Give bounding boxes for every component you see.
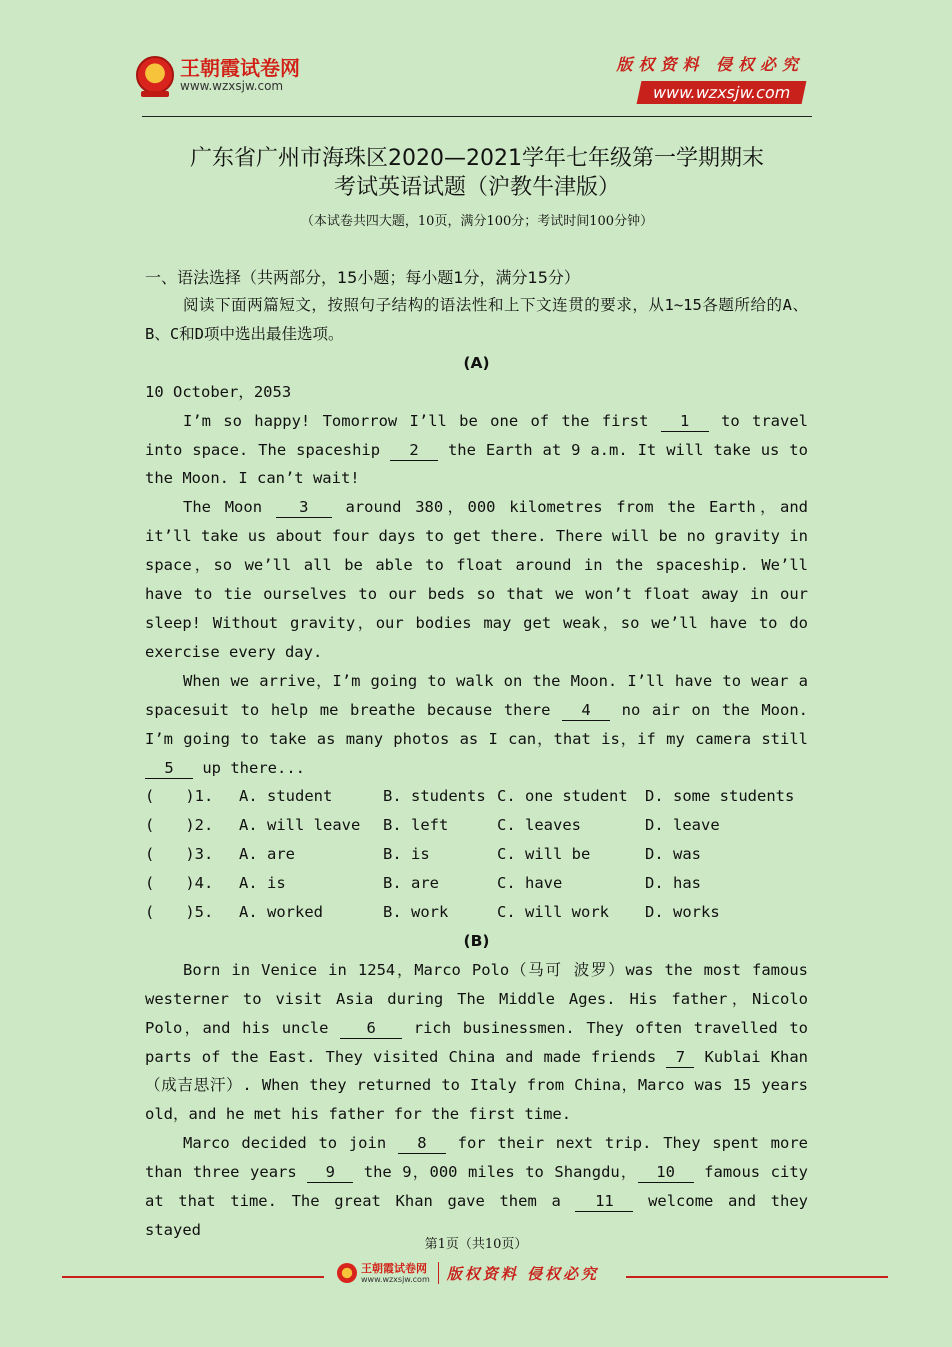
option-c: C. will be (497, 845, 591, 864)
option-a: A. student (239, 787, 333, 806)
question-row (145, 840, 808, 869)
passage-a-date: 10 October，2053 (145, 382, 292, 401)
passage-b-paragraph: Marco decided to join 8 for their next trip. They spent more than three years 9 the 9，000 miles to Shangdu， 10 famous city at that time. The great Khan gave them a 11 welcome and they stayed (145, 1134, 808, 1239)
option-b: B. left (383, 816, 449, 835)
passage-b-label: (B) (463, 931, 490, 950)
option-b: B. work (383, 903, 449, 922)
exam-title (142, 144, 812, 202)
question-row (145, 869, 808, 898)
section-title: 一、语法选择（共两部分，15小题；每小题1分，满分15分） (145, 268, 580, 287)
option-b: B. is (383, 845, 430, 864)
option-d: D. has (645, 874, 701, 893)
footer-slogan: 版权资料 侵权必究 (446, 1264, 599, 1283)
exam-title-line2: 考试英语试题（沪教牛津版） (333, 175, 620, 200)
passage-b-paragraph: Born in Venice in 1254，Marco Polo（马可 波罗）was the most famous westerner to visit Asia during The Middle Ages. His father，Nicolo Polo，and his uncle 6 rich businessmen. They often travelled to parts of the East. They visited China and made friends 7 Kublai Khan（成吉思汗）. When they returned to Italy from China，Marco was 15 years old，and he met his father for the first time. (145, 960, 808, 1124)
answer-blank: 2 (390, 440, 438, 461)
brand-seal-icon (136, 56, 174, 94)
section-instruction: 阅读下面两篇短文，按照句子结构的语法性和上下文连贯的要求，从1~15各题所给的A、B、C和D项中选出最佳选项。 (145, 296, 808, 343)
answer-blank: 10 (638, 1162, 694, 1183)
page-header (136, 50, 812, 116)
rights-slogan: 版权资料 侵权必究 (616, 55, 804, 74)
answer-blank: 11 (575, 1191, 633, 1212)
option-c: C. will work (497, 903, 609, 922)
question-number: ( )1. (145, 787, 214, 806)
option-a: A. will leave (239, 816, 361, 835)
passage-a-paragraph: When we arrive，I’m going to walk on the Moon. I’ll have to wear a spacesuit to help me breathe because there 4 no air on the Moon. I’m going to take as many photos as I can，that is，if my camera still 5 up there... (145, 671, 808, 777)
option-d: D. works (645, 903, 720, 922)
question-number: ( )4. (145, 874, 214, 893)
passage-a-label: (A) (463, 353, 490, 372)
rights-url-banner[interactable]: www.wzxsjw.com (636, 81, 806, 104)
footer-brand[interactable] (337, 1262, 599, 1284)
option-c: C. one student (497, 787, 628, 806)
footer-separator (438, 1262, 439, 1284)
option-d: D. leave (645, 816, 720, 835)
option-a: A. is (239, 874, 286, 893)
exam-subtitle: （本试卷共四大题，10页，满分100分；考试时间100分钟） (300, 214, 654, 229)
brand-url[interactable]: www.wzxsjw.com (180, 79, 284, 93)
question-number: ( )5. (145, 903, 214, 922)
answer-blank: 4 (562, 700, 610, 721)
footer-line-right (626, 1276, 888, 1278)
answer-blank: 5 (145, 758, 193, 779)
footer-brand-url[interactable]: www.wzxsjw.com (361, 1274, 430, 1284)
brand-logo[interactable] (136, 56, 300, 94)
passage-a-paragraph: I’m so happy! Tomorrow I’ll be one of the first 1 to travel into space. The spaceship 2 the Earth at 9 a.m. It will take us to the Moon. I can’t wait! (145, 411, 808, 488)
question-row (145, 782, 808, 811)
header-divider (142, 116, 812, 117)
footer-brand-name: 王朝霞试卷网 (361, 1261, 427, 1275)
question-number: ( )3. (145, 845, 214, 864)
footer-line-left (62, 1276, 324, 1278)
answer-blank: 8 (398, 1133, 446, 1154)
answer-blank: 3 (276, 497, 332, 518)
option-d: D. was (645, 845, 701, 864)
option-c: C. leaves (497, 816, 581, 835)
option-a: A. worked (239, 903, 323, 922)
passage-a-paragraph: The Moon 3 around 380，000 kilometres from the Earth，and it’ll take us about four days to get there. There will be no gravity in space，so we’ll all be able to float around in the spaceship. We’ll have to tie ourselves to our beds so that we won’t float away in our sleep! Without gravity，our bodies may get weak，so we’ll have to do exercise every day. (145, 498, 808, 661)
question-row (145, 811, 808, 840)
option-b: B. are (383, 874, 439, 893)
answer-blank: 9 (307, 1162, 353, 1183)
brand-name: 王朝霞试卷网 (180, 56, 300, 80)
answer-blank: 7 (666, 1047, 694, 1068)
exam-body (145, 291, 808, 1245)
question-row (145, 898, 808, 927)
page-number: 第1页（共10页） (424, 1237, 528, 1252)
answer-blank: 6 (340, 1018, 402, 1039)
question-number: ( )2. (145, 816, 214, 835)
option-a: A. are (239, 845, 295, 864)
exam-title-line1: 广东省广州市海珠区2020—2021学年七年级第一学期期末 (190, 146, 764, 171)
answer-blank: 1 (661, 411, 709, 432)
page-footer (62, 1262, 888, 1292)
option-b: B. students (383, 787, 486, 806)
footer-seal-icon (337, 1263, 357, 1283)
rights-notice (616, 52, 804, 104)
option-c: C. have (497, 874, 563, 893)
option-d: D. some students (645, 787, 795, 806)
